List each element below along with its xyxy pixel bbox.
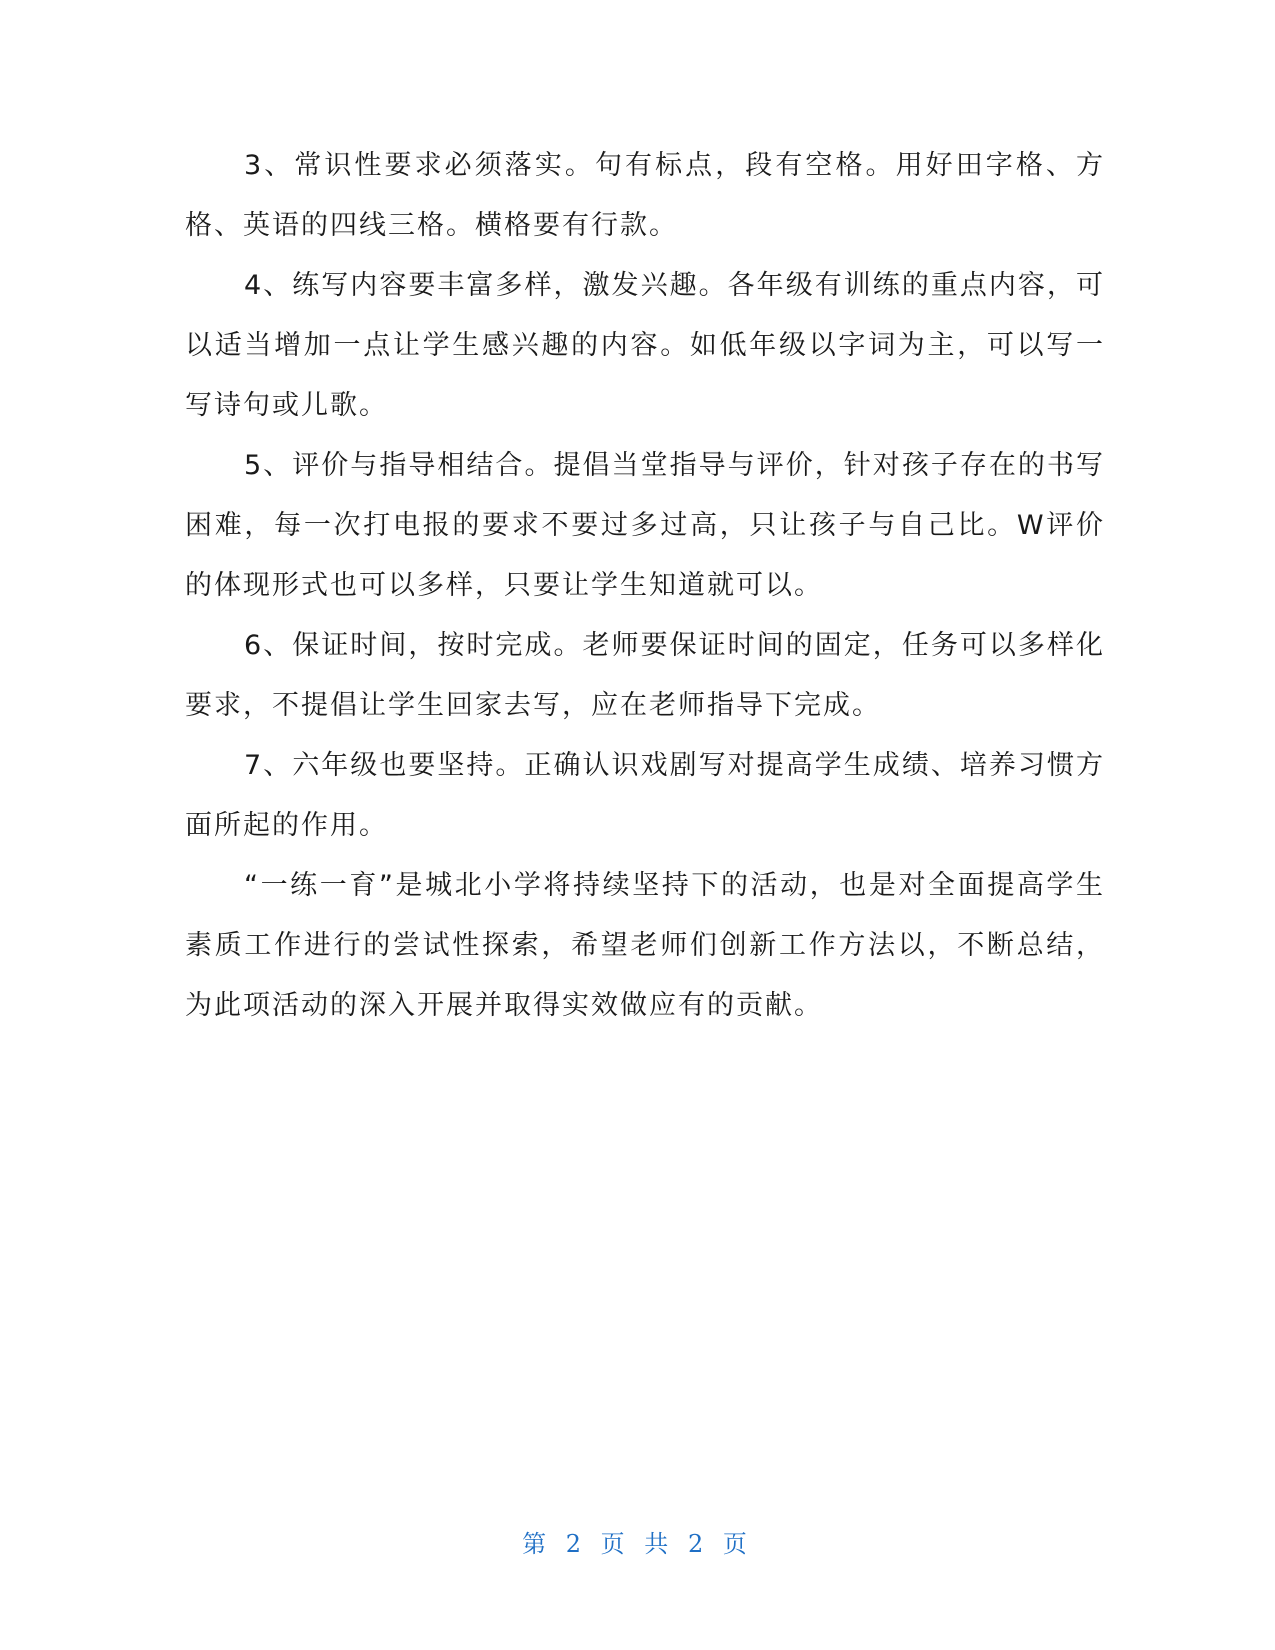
paragraph-7: 7、六年级也要坚持。正确认识戏剧写对提高学生成绩、培养习惯方面所起的作用。	[185, 750, 1105, 841]
paragraph-6: 6、保证时间，按时完成。老师要保证时间的固定，任务可以多样化要求，不提倡让学生回家去写，应在老师指导下完成。	[185, 630, 1105, 721]
page-footer	[0, 1524, 1275, 1559]
paragraph-3: 3、常识性要求必须落实。句有标点，段有空格。用好田字格、方格、英语的四线三格。横格要有行款。	[185, 150, 1105, 241]
page-number-label: 第 2 页 共 2 页	[522, 1530, 753, 1558]
paragraph-conclusion: “一练一育”是城北小学将持续坚持下的活动，也是对全面提高学生素质工作进行的尝试性探索，希望老师们创新工作方法以，不断总结，为此项活动的深入开展并取得实效做应有的贡献。	[185, 870, 1105, 1021]
document-body	[185, 136, 1105, 1036]
paragraph-4: 4、练写内容要丰富多样，激发兴趣。各年级有训练的重点内容，可以适当增加一点让学生感兴趣的内容。如低年级以字词为主，可以写一写诗句或儿歌。	[185, 270, 1105, 421]
paragraph-5: 5、评价与指导相结合。提倡当堂指导与评价，针对孩子存在的书写困难，每一次打电报的要求不要过多过高，只让孩子与自己比。W评价的体现形式也可以多样，只要让学生知道就可以。	[185, 450, 1105, 601]
